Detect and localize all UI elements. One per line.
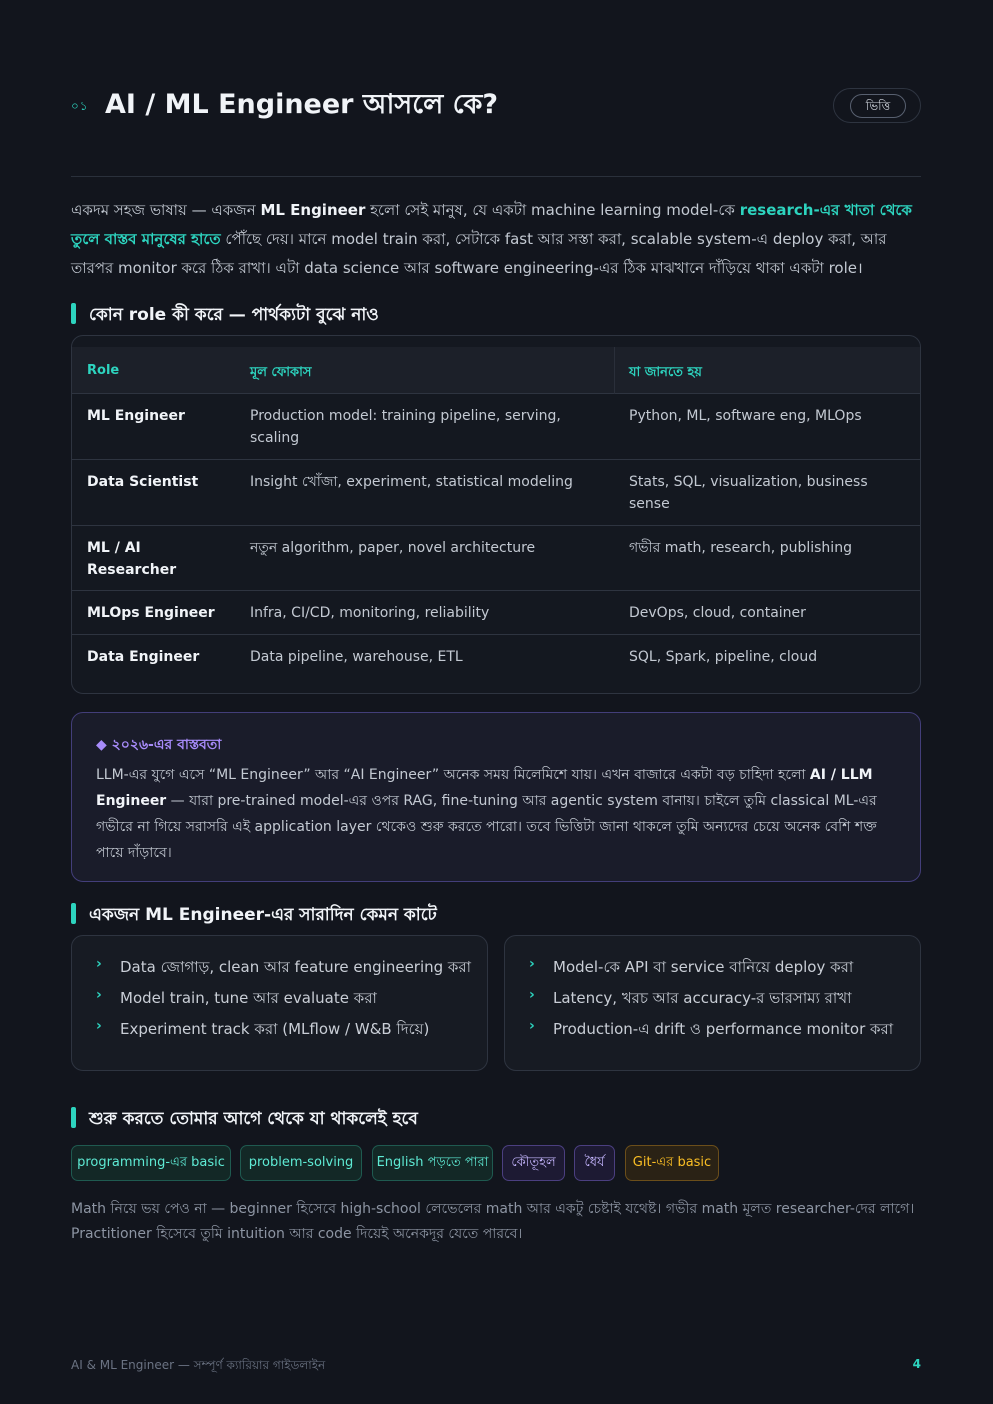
- list-item: [529, 987, 893, 1018]
- table-cell-focus: Data pipeline, warehouse, ETL: [250, 649, 463, 665]
- table-cell-role: Data Engineer: [87, 649, 200, 665]
- table-cell-focus: Infra, CI/CD, monitoring, reliability: [250, 605, 490, 621]
- list-item: [96, 956, 471, 987]
- column-header-focus: মূল ফোকাস: [250, 365, 312, 380]
- footer-title: AI & ML Engineer — সম্পূর্ণ ক্যারিয়ার গাইডলাইন: [71, 1358, 326, 1372]
- intro-bold: ML Engineer: [260, 201, 366, 219]
- roles-section-heading: [71, 302, 921, 324]
- daily-tasks-card-right: [504, 935, 921, 1071]
- reality-callout: [71, 712, 921, 882]
- heading-accent-bar: [71, 903, 76, 924]
- intro-text-3: পৌঁছে দেয়। মানে model train করা, সেটাকে fast আর সস্তা করা, scalable system-এ deploy করা, আর তারপর monitor করে ঠিক রাখা। এটা data science আর software engineering-এর ঠিক মাঝখানে দাঁড়িয়ে থাকা একটা role।: [71, 230, 887, 277]
- page-number: 4: [912, 1357, 921, 1371]
- prereq-tag: problem-solving: [240, 1145, 362, 1181]
- callout-title: ◆ ২০২৬-এর বাস্তবতা: [96, 737, 222, 753]
- page-header: [71, 84, 921, 124]
- table-cell-role: Data Scientist: [87, 474, 199, 490]
- header-divider: [71, 176, 921, 177]
- table-row: [72, 591, 921, 635]
- prereq-tag: English পড়তে পারা: [372, 1145, 493, 1181]
- prereq-tag: ধৈর্য: [574, 1145, 615, 1181]
- callout-bold: AI / LLM Engineer: [96, 767, 873, 809]
- category-badge-label: ভিত্তি: [850, 94, 906, 118]
- table-cell-skills: DevOps, cloud, container: [629, 605, 806, 621]
- task-text: Data জোগাড়, clean আর feature engineering করা: [120, 958, 472, 976]
- chevron-right-icon: ›: [96, 987, 102, 1003]
- prereq-tag: programming-এর basic: [71, 1145, 231, 1181]
- list-item: [529, 1018, 893, 1049]
- table-cell-role: ML Engineer: [87, 408, 185, 424]
- task-list: [96, 956, 471, 1049]
- chevron-right-icon: ›: [529, 987, 535, 1003]
- callout-text-2: — যারা pre-trained model-এর ওপর RAG, fine-tuning আর agentic system বানায়। চাইলে তুমি classical ML-এর গভীরে না গিয়ে সরাসরি এই application layer থেকেও শুরু করতে পারো। তবে ভিত্তিটা জানা থাকলে তুমি অন্যদের চেয়ে অনেক বেশি শক্ত পায়ে দাঁড়াবে।: [96, 793, 877, 861]
- table-row: [72, 394, 921, 460]
- table-cell-role: MLOps Engineer: [87, 605, 215, 621]
- list-item: [529, 956, 893, 987]
- roles-table: [71, 335, 921, 694]
- column-divider: [614, 347, 615, 394]
- day-section-heading: [71, 902, 921, 924]
- task-list: [529, 956, 893, 1049]
- heading-accent-bar: [71, 303, 76, 324]
- table-row: [72, 635, 921, 693]
- table-cell-skills: গভীর math, research, publishing: [629, 540, 852, 556]
- list-item: [96, 1018, 471, 1049]
- task-text: Model train, tune আর evaluate করা: [120, 989, 377, 1007]
- table-cell-role: ML / AI Researcher: [87, 540, 177, 578]
- intro-highlight: research-এর খাতা থেকে তুলে বাস্তব মানুষের হাতে: [71, 201, 912, 248]
- math-note: Math নিয়ে ভয় পেও না — beginner হিসেবে high-school লেভেলের math আর একটু চেষ্টাই যথেষ্ট। গভীর math মূলত researcher-দের লাগে। Practitioner হিসেবে তুমি intuition আর code দিয়েই অনেকদূর যেতে পারবে।: [71, 1201, 915, 1242]
- table-header: [72, 347, 921, 394]
- task-text: Production-এ drift ও performance monitor করা: [553, 1020, 894, 1038]
- task-text: Model-কে API বা service বানিয়ে deploy করা: [553, 958, 854, 976]
- table-cell-focus: Production model: training pipeline, serving, scaling: [250, 408, 561, 446]
- day-heading-text: একজন ML Engineer-এর সারাদিন কেমন কাটে: [89, 905, 437, 925]
- section-number: ০১: [71, 99, 89, 113]
- callout-body: [96, 762, 896, 866]
- table-cell-skills: Python, ML, software eng, MLOps: [629, 408, 862, 424]
- page-title: AI / ML Engineer আসলে কে?: [105, 89, 499, 120]
- table-cell-focus: নতুন algorithm, paper, novel architecture: [250, 540, 536, 556]
- intro-text-2: হলো সেই মানুষ, যে একটা machine learning model-কে: [365, 201, 740, 219]
- table-row: [72, 460, 921, 526]
- column-header-role: Role: [87, 363, 120, 378]
- table-cell-skills: SQL, Spark, pipeline, cloud: [629, 649, 818, 665]
- table-row: [72, 526, 921, 591]
- callout-text-1: LLM-এর যুগে এসে “ML Engineer” আর “AI Engineer” অনেক সময় মিলেমিশে যায়। এখন বাজারে একটা বড় চাহিদা হলো: [96, 767, 810, 783]
- task-text: Latency, খরচ আর accuracy-র ভারসাম্য রাখা: [553, 989, 852, 1007]
- list-item: [96, 987, 471, 1018]
- chevron-right-icon: ›: [96, 1018, 102, 1034]
- prereq-tag: Git-এর basic: [625, 1145, 719, 1181]
- heading-accent-bar: [71, 1107, 76, 1128]
- chevron-right-icon: ›: [96, 956, 102, 972]
- column-header-skills: যা জানতে হয়: [629, 365, 702, 380]
- intro-text-1: একদম সহজ ভাষায় — একজন: [71, 201, 261, 219]
- intro-paragraph: [71, 196, 921, 283]
- chevron-right-icon: ›: [529, 956, 535, 972]
- roles-heading-text: কোন role কী করে — পার্থক্যটা বুঝে নাও: [89, 305, 379, 325]
- prereq-heading-text: শুরু করতে তোমার আগে থেকে যা থাকলেই হবে: [89, 1109, 418, 1129]
- table-cell-focus: Insight খোঁজা, experiment, statistical modeling: [250, 474, 573, 490]
- table-cell-skills: Stats, SQL, visualization, business sense: [629, 474, 868, 512]
- prereq-section-heading: [71, 1106, 921, 1128]
- prereq-tag: কৌতূহল: [502, 1145, 565, 1181]
- task-text: Experiment track করা (MLflow / W&B দিয়ে): [120, 1020, 430, 1038]
- chevron-right-icon: ›: [529, 1018, 535, 1034]
- daily-tasks-card-left: [71, 935, 488, 1071]
- page: [71, 0, 921, 1404]
- category-badge: [833, 88, 921, 123]
